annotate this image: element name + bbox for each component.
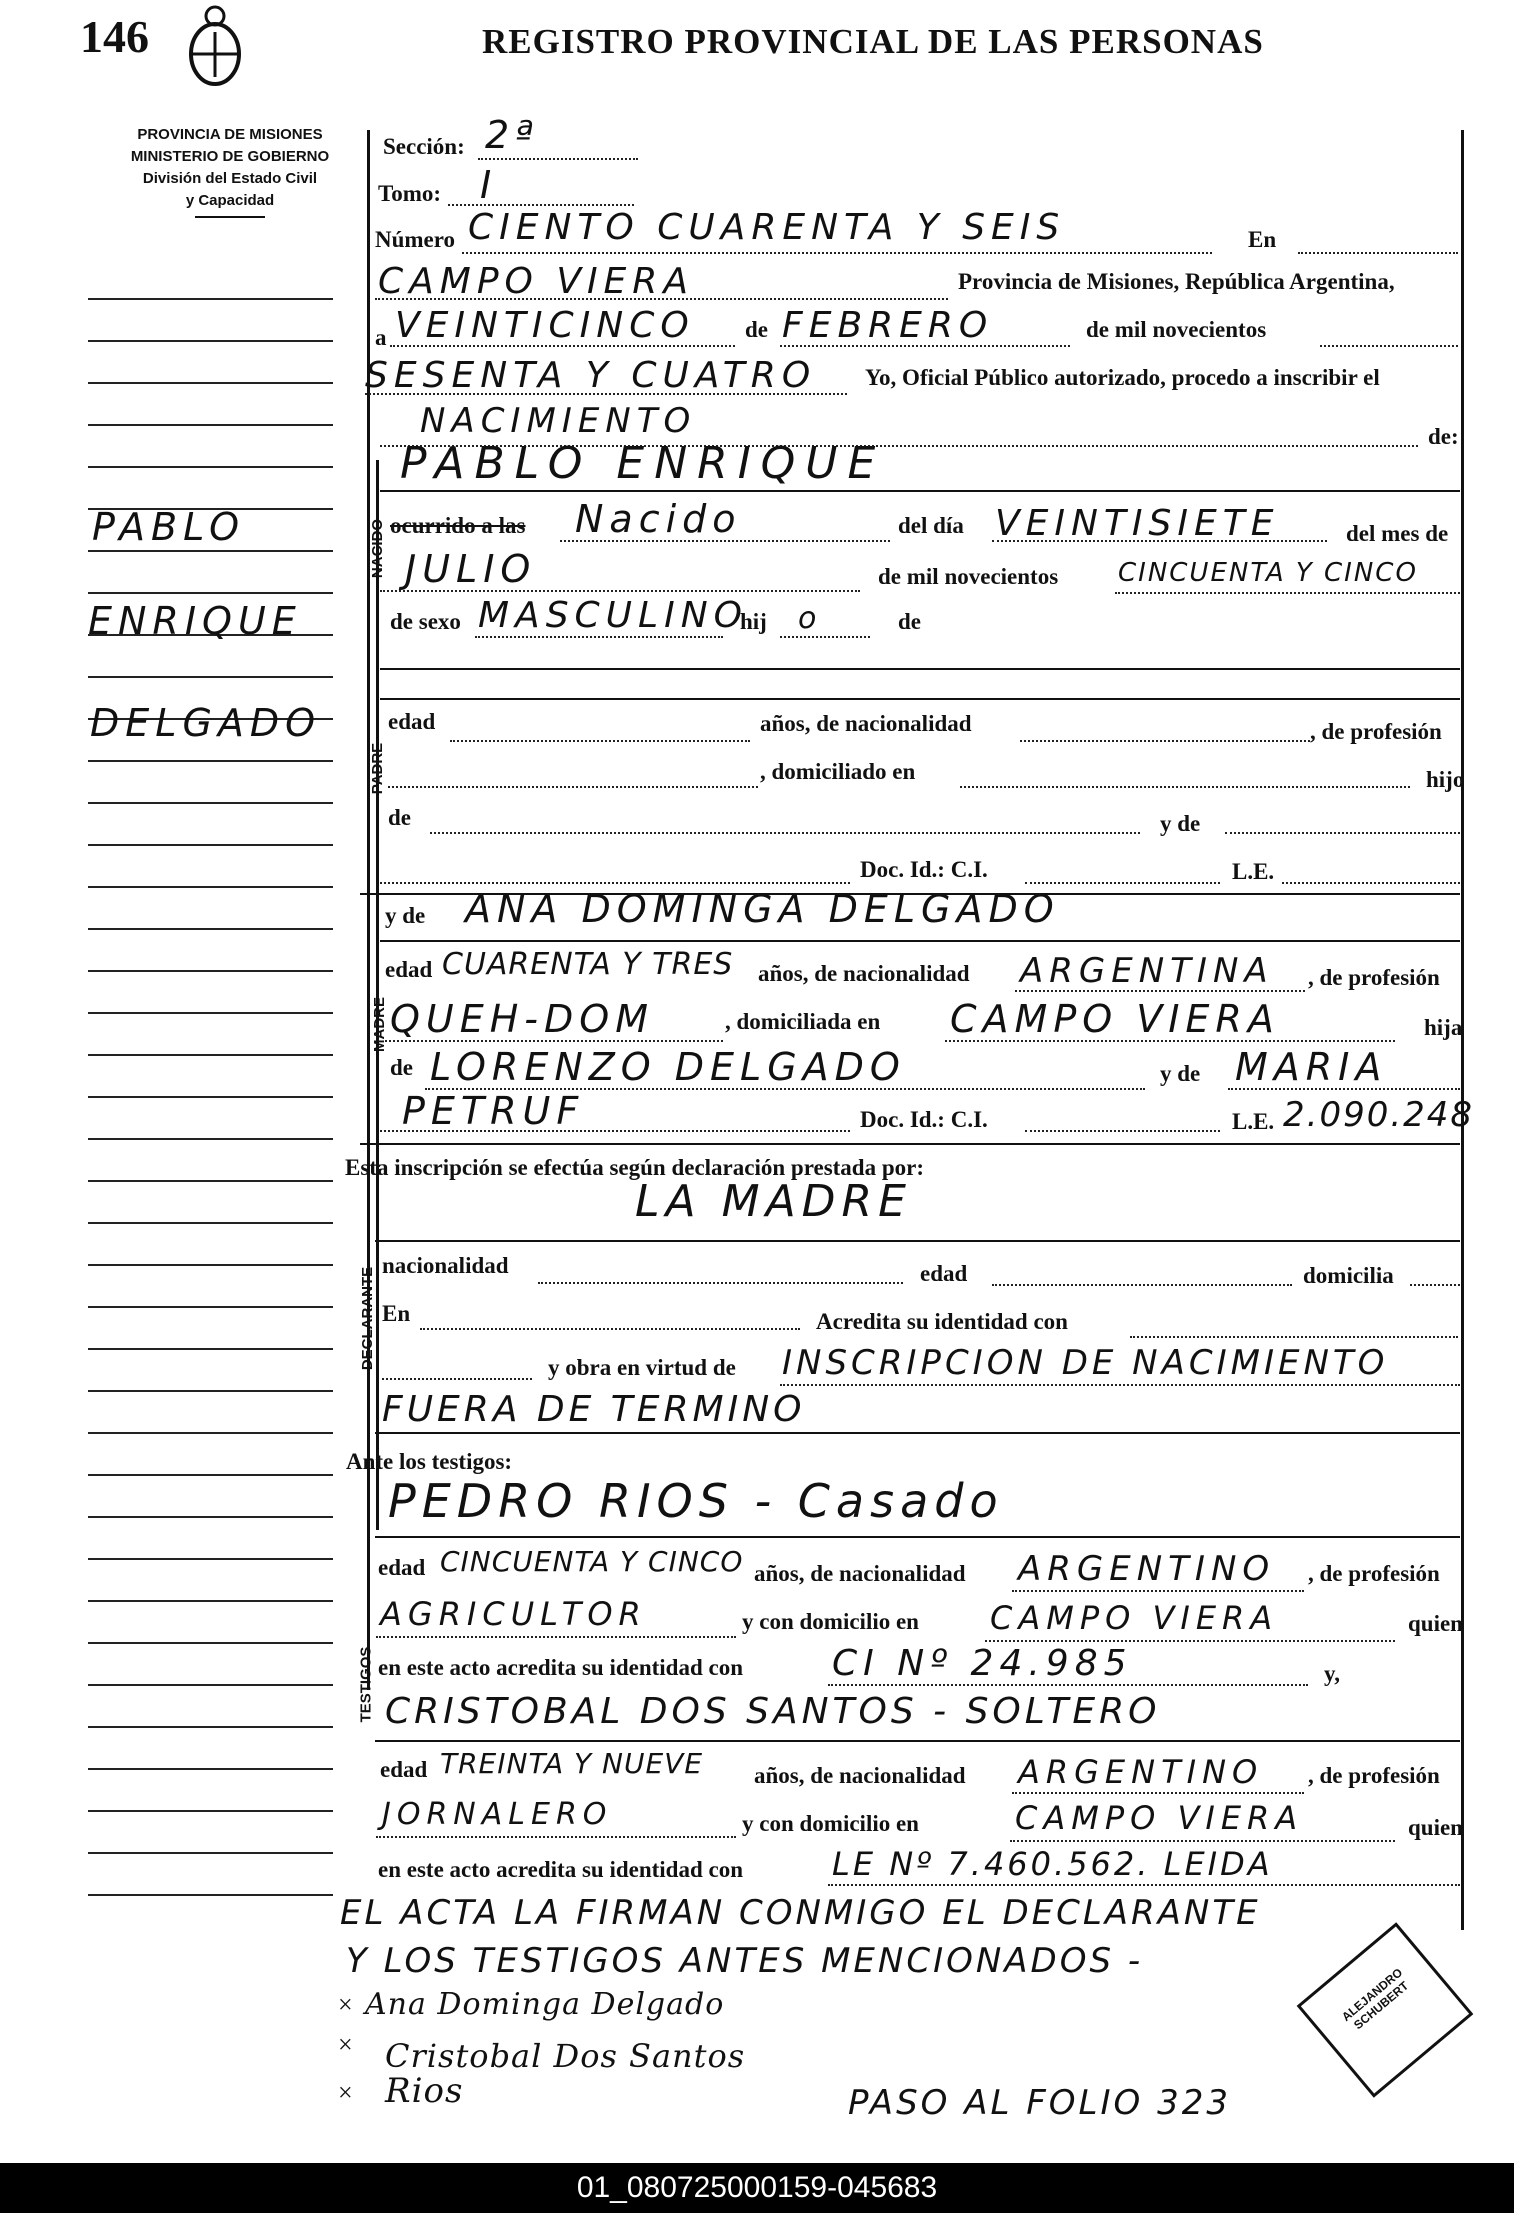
- label-anos-nac-t2: años, de nacionalidad: [754, 1763, 966, 1788]
- label-le-padre: L.E.: [1232, 859, 1275, 884]
- label-en-este-acto-t2: en este acto acredita su identidad con: [378, 1857, 744, 1882]
- field-testigo1-edad: CINCUENTA Y CINCO: [440, 1545, 744, 1578]
- field-mes-nac: JULIO: [405, 547, 537, 591]
- tab-madre: MADRE: [371, 997, 388, 1052]
- label-y-de-madre: y de: [385, 903, 426, 928]
- signature: Cristobal Dos Santos: [385, 2037, 746, 2075]
- field-lugar: CAMPO VIERA: [378, 261, 694, 302]
- field-obra-1: INSCRIPCION DE NACIMIENTO: [782, 1343, 1389, 1383]
- label-edad-madre: edad: [385, 957, 433, 982]
- label-numero: Número: [375, 227, 456, 252]
- label-en: En: [1248, 227, 1277, 252]
- label-en-este-acto-t1: en este acto acredita su identidad con: [378, 1655, 744, 1680]
- label-edad-t2: edad: [380, 1757, 428, 1782]
- label-en-decl: En: [382, 1301, 411, 1326]
- label-esta-inscripcion: Esta inscripción se efectúa según declaración prestada por:: [345, 1155, 925, 1180]
- tab-declarante: DECLARANTE: [359, 1266, 377, 1371]
- field-anio: SESENTA Y CUATRO: [365, 355, 817, 396]
- label-del-dia: del día: [898, 513, 964, 538]
- label-quien-t2: quien: [1408, 1815, 1463, 1840]
- field-anio-nac: CINCUENTA Y CINCO: [1118, 558, 1418, 588]
- label-tomo: Tomo:: [378, 181, 442, 206]
- label-hija: hija: [1424, 1015, 1463, 1040]
- label-de-nacido: de: [898, 609, 921, 634]
- authority-block: [85, 124, 375, 218]
- footer-id: 01_080725000159-045683: [0, 2163, 1514, 2213]
- label-le-madre: L.E.: [1232, 1109, 1275, 1134]
- signature-mark: ×: [338, 2078, 353, 2107]
- label-nacionalidad-decl: nacionalidad: [382, 1253, 509, 1278]
- label-y-de-padre: y de: [1160, 811, 1201, 836]
- label-a: a: [375, 325, 387, 350]
- field-nacido: Nacido: [575, 497, 742, 541]
- field-tomo: I: [480, 163, 498, 207]
- field-testigo2-nacionalidad: ARGENTINO: [1018, 1753, 1264, 1791]
- field-madre-nacionalidad: ARGENTINA: [1020, 951, 1274, 991]
- authority-line: División del Estado Civil: [142, 170, 318, 187]
- page-number: 146: [80, 11, 149, 62]
- label-seccion: Sección:: [383, 134, 465, 159]
- field-madre-le: 2.090.248: [1283, 1095, 1475, 1135]
- field-madre-padre: LORENZO DELGADO: [430, 1045, 906, 1089]
- closing-line: EL ACTA LA FIRMAN CONMIGO EL DECLARANTE: [340, 1893, 1261, 1933]
- margin-note-name: ENRIQUE: [88, 599, 302, 643]
- official-stamp: [1297, 1922, 1474, 2097]
- field-declarante: LA MADRE: [635, 1176, 912, 1227]
- label-profesion-t2: , de profesión: [1308, 1763, 1440, 1788]
- label-mil-novecientos-nac: de mil novecientos: [878, 564, 1059, 589]
- label-y-de-madre2: y de: [1160, 1061, 1201, 1086]
- label-acredita: Acredita su identidad con: [816, 1309, 1068, 1334]
- field-hij-suffix: o: [798, 601, 823, 636]
- field-testigo2-edad: TREINTA Y NUEVE: [440, 1747, 704, 1780]
- label-quien-t1: quien: [1408, 1611, 1463, 1636]
- field-mes: FEBRERO: [782, 305, 994, 346]
- label-obra-virtud: y obra en virtud de: [548, 1355, 736, 1380]
- field-sexo: MASCULINO: [478, 595, 748, 636]
- label-profesion-t1: , de profesión: [1308, 1561, 1440, 1586]
- stamp-text: ALEJANDRO SCHUBERT: [1339, 1965, 1412, 2033]
- label-doc-madre: Doc. Id.: C.I.: [860, 1107, 988, 1132]
- label-del-mes: del mes de: [1346, 521, 1449, 546]
- page-title: REGISTRO PROVINCIAL DE LAS PERSONAS: [482, 22, 1264, 61]
- authority-line: y Capacidad: [185, 192, 275, 209]
- field-madre-nombre: ANA DOMINGA DELGADO: [465, 887, 1060, 931]
- tab-testigos: TESTIGOS: [357, 1646, 375, 1723]
- signature-mark: ×: [338, 1990, 353, 2019]
- label-anos-nac-t1: años, de nacionalidad: [754, 1561, 966, 1586]
- signature: Rios: [385, 2071, 464, 2111]
- label-mil-novecientos: de mil novecientos: [1086, 317, 1267, 342]
- field-madre-profesion: QUEH-DOM: [390, 997, 654, 1041]
- paso-folio-note: PASO AL FOLIO 323: [848, 2083, 1231, 2123]
- margin-note-surname: DELGADO: [90, 701, 322, 745]
- field-testigo1-nacionalidad: ARGENTINO: [1018, 1549, 1276, 1589]
- label-doc-padre: Doc. Id.: C.I.: [860, 857, 988, 882]
- field-acto: NACIMIENTO: [420, 401, 697, 441]
- label-profesion-padre: , de profesión: [1310, 719, 1442, 744]
- tab-padre: PADRE: [369, 742, 387, 795]
- field-testigo1-doc: CI Nº 24.985: [832, 1643, 1133, 1684]
- inner-border: [376, 460, 379, 1530]
- label-yo-oficial: Yo, Oficial Público autorizado, procedo a inscribir el: [865, 365, 1380, 390]
- authority-line: PROVINCIA DE MISIONES: [137, 126, 323, 143]
- label-de-madre: de: [390, 1055, 413, 1080]
- label-hij: hij: [740, 609, 767, 634]
- field-obra-2: FUERA DE TERMINO: [382, 1389, 806, 1430]
- field-testigo2-nombre: CRISTOBAL DOS SANTOS - SOLTERO: [385, 1691, 1161, 1732]
- field-madre-madre-2: PETRUF: [402, 1089, 585, 1133]
- field-seccion: 2ª: [485, 113, 540, 157]
- label-edad-t1: edad: [378, 1555, 426, 1580]
- coat-of-arms-icon: [182, 2, 248, 92]
- margin-note-name: PABLO: [92, 505, 245, 549]
- label-de-sexo: de sexo: [390, 609, 461, 634]
- authority-line: MINISTERIO DE GOBIERNO: [130, 148, 330, 165]
- field-testigo1-domicilio: CAMPO VIERA: [990, 1599, 1279, 1637]
- label-domicilio-t1: y con domicilio en: [742, 1609, 919, 1634]
- field-numero: CIENTO CUARENTA Y SEIS: [468, 207, 1066, 248]
- label-edad-padre: edad: [388, 709, 436, 734]
- field-testigo2-domicilio: CAMPO VIERA: [1015, 1799, 1304, 1837]
- field-nombre: PABLO ENRIQUE: [400, 438, 886, 489]
- field-madre-madre-1: MARIA: [1235, 1045, 1388, 1089]
- field-madre-edad: CUARENTA Y TRES: [442, 947, 734, 982]
- label-domiciliada: , domiciliada en: [725, 1009, 881, 1034]
- label-de-colon: de:: [1428, 424, 1459, 449]
- label-de: de: [745, 317, 768, 342]
- field-testigo2-profesion: JORNALERO: [382, 1797, 613, 1832]
- label-ocurrido: ocurrido a las: [390, 513, 526, 538]
- label-domicilio-t2: y con domicilio en: [742, 1811, 919, 1836]
- label-edad-decl: edad: [920, 1261, 968, 1286]
- label-profesion-madre: , de profesión: [1308, 965, 1440, 990]
- field-testigo1-profesion: AGRICULTOR: [380, 1595, 647, 1633]
- label-ante-testigos: Ante los testigos:: [346, 1449, 513, 1474]
- label-domicilia: domicilia: [1303, 1263, 1394, 1288]
- field-testigo1-nombre: PEDRO RIOS - Casado: [388, 1474, 1004, 1528]
- field-dia-nac: VEINTISIETE: [995, 503, 1280, 544]
- label-domiciliado: , domiciliado en: [760, 759, 916, 784]
- label-hijo: hijo: [1426, 767, 1465, 792]
- signature-mark: ×: [338, 2030, 353, 2059]
- field-madre-domicilio: CAMPO VIERA: [950, 997, 1280, 1041]
- label-provincia: Provincia de Misiones, República Argentina,: [958, 269, 1395, 294]
- field-testigo2-doc: LE Nº 7.460.562. LEIDA: [832, 1845, 1273, 1883]
- signature: Ana Dominga Delgado: [365, 1987, 725, 2022]
- tab-nacido: NACIDO: [369, 518, 387, 579]
- field-dia: VEINTICINCO: [395, 305, 695, 346]
- label-y-t1: y,: [1324, 1661, 1340, 1686]
- label-anos-nac-padre: años, de nacionalidad: [760, 711, 972, 736]
- closing-line: Y LOS TESTIGOS ANTES MENCIONADOS -: [346, 1941, 1144, 1981]
- label-anos-nac-madre: años, de nacionalidad: [758, 961, 970, 986]
- label-de-padre: de: [388, 805, 411, 830]
